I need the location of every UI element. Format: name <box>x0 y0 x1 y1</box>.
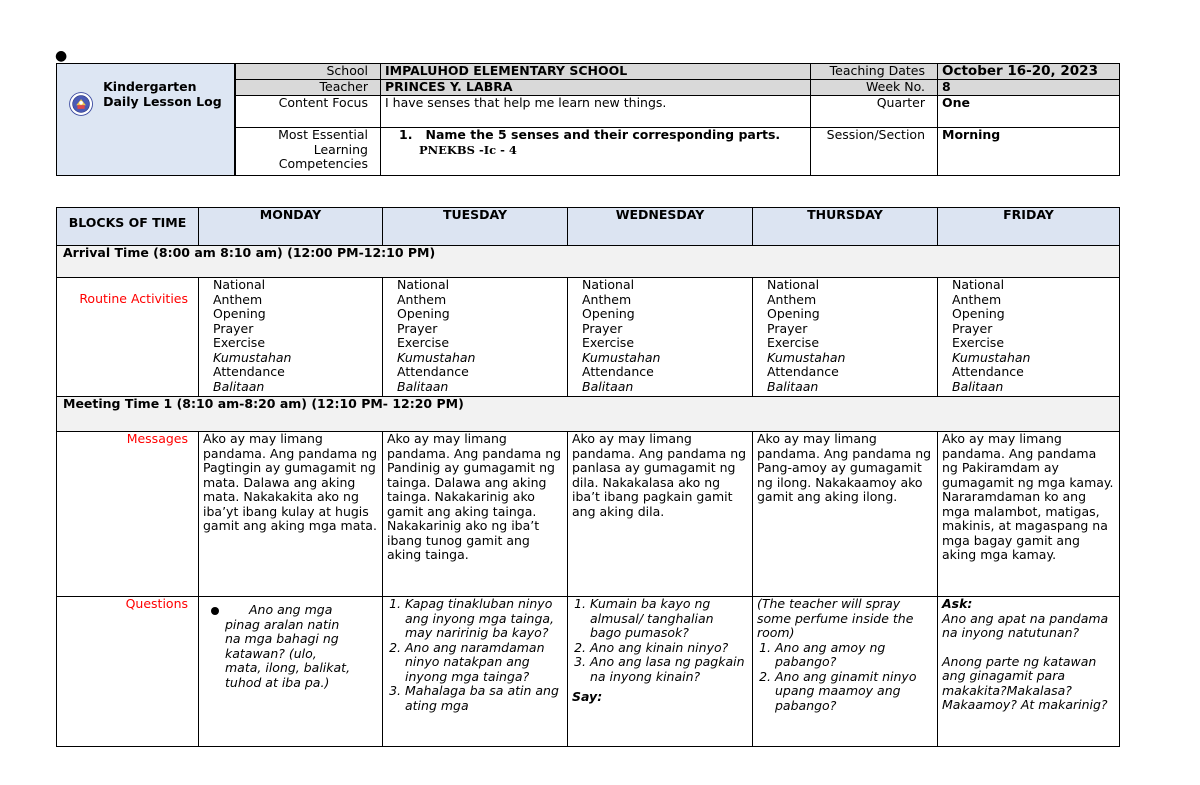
competency-line <box>399 128 806 143</box>
thursday-header: THURSDAY <box>753 208 938 246</box>
routine-item: National <box>952 277 1005 292</box>
question-text: Ano ang mga pinag aralan natin na mga bahagi ng katawan? (ulo, mata, ilong, balikat, tuhod at iba pa.) <box>225 602 351 690</box>
routine-item: Balitaan <box>582 378 634 394</box>
competency-cell <box>381 128 811 176</box>
routine-item: Attendance <box>952 364 1024 379</box>
question-item: 1. Kapag tinakluban ninyo ang inyong mga tainga, may naririnig ba kayo? <box>405 597 563 641</box>
message-friday: Ako ay may limang pandama. Ang pandama ng Pakiramdam ay gumagamit ng mga kamay. Nararamdaman ko ang mga malambot, matigas, makinis, at magaspang na mga bagay gamit ang aking mga kamay. <box>938 432 1120 597</box>
questions-thursday <box>753 597 938 747</box>
routine-item: National <box>767 277 820 292</box>
question-item: 2. Ano ang naramdaman ninyo natakpan ang inyong mga tainga? <box>405 641 563 685</box>
routine-item: Attendance <box>397 364 469 379</box>
lesson-log-table <box>56 207 1120 747</box>
say-label: Say: <box>572 689 603 704</box>
routine-item: National <box>397 277 450 292</box>
questions-monday <box>199 597 383 747</box>
routine-item: Prayer <box>397 320 438 336</box>
school-label: School <box>235 64 381 80</box>
routine-item: Opening <box>767 306 820 321</box>
routine-item: Anthem <box>582 291 632 307</box>
blocks-of-time-header: BLOCKS OF TIME <box>57 208 199 246</box>
question-item: 2. Ano ang kinain ninyo? <box>590 641 748 656</box>
questions-tuesday <box>383 597 568 747</box>
routine-item: Exercise <box>213 335 266 350</box>
bullet-marker: ● <box>55 48 68 64</box>
routine-item: Exercise <box>952 335 1005 350</box>
routine-item: Kumustahan <box>767 349 846 365</box>
questions-label: Questions <box>57 597 199 747</box>
messages-label: Messages <box>57 432 199 597</box>
competencies-label: Most Essential Learning Competencies <box>235 128 381 176</box>
routine-item: Prayer <box>213 320 254 336</box>
monday-header: MONDAY <box>199 208 383 246</box>
routine-thursday <box>753 278 938 397</box>
routine-item: Opening <box>213 306 266 321</box>
content-focus-label: Content Focus <box>235 96 381 128</box>
week-value: 8 <box>938 80 1120 96</box>
routine-item: Prayer <box>952 320 993 336</box>
week-label: Week No. <box>811 80 938 96</box>
routine-item: Attendance <box>213 364 285 379</box>
routine-item: Balitaan <box>952 378 1004 394</box>
routine-item: Attendance <box>582 364 654 379</box>
competency-text: Name the 5 senses and their corresponding parts. <box>425 127 781 142</box>
routine-activities-label: Routine Activities <box>57 278 199 397</box>
thursday-intro: (The teacher will spray some perfume inside the room) <box>757 596 914 640</box>
friday-question-2: Anong parte ng katawan ang ginagamit para makakita?Makalasa? Makaamoy? At makarinig? <box>942 653 1108 712</box>
routine-item: Exercise <box>582 335 635 350</box>
friday-header: FRIDAY <box>938 208 1120 246</box>
school-value: IMPALUHOD ELEMENTARY SCHOOL <box>381 64 811 80</box>
bullet-icon <box>211 607 219 615</box>
question-item: 3. Ano ang lasa ng pagkain na inyong kinain? <box>590 655 748 684</box>
ask-label: Ask: <box>942 596 973 611</box>
routine-friday <box>938 278 1120 397</box>
routine-item: National <box>213 277 266 292</box>
session-label: Session/Section <box>811 128 938 176</box>
routine-item: National <box>582 277 635 292</box>
routine-item: Attendance <box>767 364 839 379</box>
routine-item: Exercise <box>767 335 820 350</box>
teacher-value: PRINCES Y. LABRA <box>381 80 811 96</box>
routine-wednesday <box>568 278 753 397</box>
wednesday-header: WEDNESDAY <box>568 208 753 246</box>
routine-item: Anthem <box>767 291 817 307</box>
tuesday-header: TUESDAY <box>383 208 568 246</box>
content-focus-value: I have senses that help me learn new things. <box>381 96 811 128</box>
teaching-dates-value: October 16-20, 2023 <box>938 64 1120 80</box>
title-cell <box>57 64 235 176</box>
message-wednesday: Ako ay may limang pandama. Ang pandama ng panlasa ay gumagamit ng dila. Nakakalasa ako ng iba’t ibang pagkain gamit ang aking dila. <box>568 432 753 597</box>
questions-wednesday <box>568 597 753 747</box>
routine-item: Balitaan <box>397 378 449 394</box>
routine-item: Opening <box>397 306 450 321</box>
competency-code: PNEKBS -Ic - 4 <box>419 142 517 157</box>
arrival-time-title: Arrival Time (8:00 am 8:10 am) (12:00 PM-12:10 PM) <box>57 246 1120 278</box>
session-value: Morning <box>938 128 1120 176</box>
routine-item: Opening <box>952 306 1005 321</box>
question-item: 1. Kumain ba kayo ng almusal/ tanghalian bago pumasok? <box>590 597 748 641</box>
routine-item: Kumustahan <box>952 349 1031 365</box>
routine-item: Prayer <box>767 320 808 336</box>
friday-question-1: Ano ang apat na pandama na inyong natutunan? <box>942 610 1109 640</box>
questions-friday <box>938 597 1120 747</box>
routine-item: Anthem <box>952 291 1002 307</box>
question-item: 1. Ano ang amoy ng pabango? <box>775 641 933 670</box>
routine-item: Exercise <box>397 335 450 350</box>
teacher-label: Teacher <box>235 80 381 96</box>
routine-item: Balitaan <box>767 378 819 394</box>
message-thursday: Ako ay may limang pandama. Ang pandama ng Pang-amoy ay gumagamit ng ilong. Nakakaamoy ako gamit ang aking ilong. <box>753 432 938 597</box>
quarter-label: Quarter <box>811 96 938 128</box>
question-item: 3. Mahalaga ba sa atin ang ating mga <box>405 684 563 713</box>
routine-item: Kumustahan <box>582 349 661 365</box>
routine-monday <box>199 278 383 397</box>
routine-item: Anthem <box>213 291 263 307</box>
deped-seal-icon <box>69 84 93 124</box>
meeting-time-title: Meeting Time 1 (8:10 am-8:20 am) (12:10 PM- 12:20 PM) <box>57 397 1120 432</box>
routine-item: Prayer <box>582 320 623 336</box>
message-monday: Ako ay may limang pandama. Ang pandama ng Pagtingin ay gumagamit ng mata. Dalawa ang aking mata. Nakakakita ako ng iba’yt ibang kulay at hugis gamit ang aking mga mata. <box>199 432 383 597</box>
routine-item: Opening <box>582 306 635 321</box>
header-table <box>56 63 1120 176</box>
competency-number: 1. <box>399 127 413 142</box>
routine-item: Kumustahan <box>213 349 292 365</box>
routine-tuesday <box>383 278 568 397</box>
teaching-dates-label: Teaching Dates <box>811 64 938 80</box>
doc-title: Kindergarten Daily Lesson Log <box>103 79 222 109</box>
message-tuesday: Ako ay may limang pandama. Ang pandama ng Pandinig ay gumagamit ng tainga. Dalawa ang aking tainga. Nakakarinig ako gamit ang aking tainga. Nakakarinig ako ng iba’t ibang tunog gamit ang aking tainga. <box>383 432 568 597</box>
routine-item: Kumustahan <box>397 349 476 365</box>
question-item: 2. Ano ang ginamit ninyo upang maamoy ang pabango? <box>775 670 933 714</box>
routine-item: Anthem <box>397 291 447 307</box>
routine-item: Balitaan <box>213 378 265 394</box>
quarter-value: One <box>938 96 1120 128</box>
